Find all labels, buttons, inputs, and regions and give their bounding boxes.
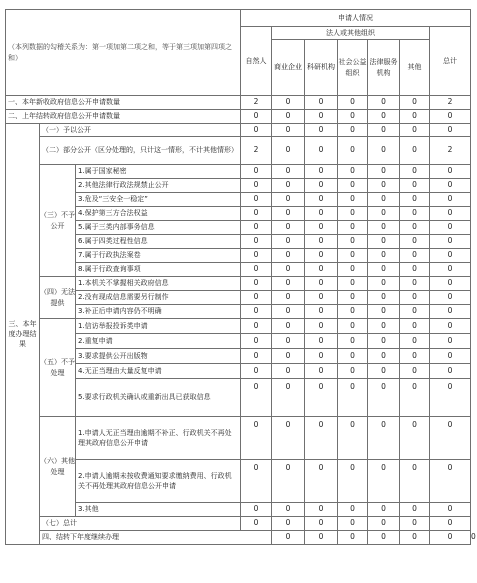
value-cell: 0 <box>241 110 272 124</box>
table-row <box>6 379 471 417</box>
row-label: （二）部分公开（区分处理的，只计这一情形，不计其他情形） <box>40 137 241 165</box>
value-cell: 0 <box>400 379 430 417</box>
row-label: 1.属于国家秘密 <box>76 165 241 179</box>
table-row <box>6 349 471 364</box>
value-cell: 0 <box>368 193 400 207</box>
value-cell: 0 <box>338 364 368 379</box>
row-label: 8.属于行政查询事项 <box>76 263 241 277</box>
value-cell: 0 <box>368 96 400 110</box>
value-cell: 0 <box>305 379 338 417</box>
value-cell: 0 <box>241 235 272 249</box>
value-cell: 0 <box>241 124 272 137</box>
value-cell: 0 <box>400 263 430 277</box>
value-cell: 0 <box>368 263 400 277</box>
value-cell: 0 <box>272 291 305 305</box>
value-cell: 0 <box>430 124 471 137</box>
row-label: 4.无正当理由大量反复申请 <box>76 364 241 379</box>
row-label: 4.保护第三方合法权益 <box>76 207 241 221</box>
value-cell: 0 <box>305 110 338 124</box>
value-cell: 2 <box>430 137 471 165</box>
value-cell: 0 <box>241 334 272 349</box>
value-cell: 0 <box>400 137 430 165</box>
table-row <box>6 179 471 193</box>
value-cell: 0 <box>338 460 368 503</box>
row-label: 二、上年结转政府信息公开申请数量 <box>6 110 241 124</box>
value-cell: 0 <box>338 503 368 517</box>
group-label: （三）不予公开 <box>40 165 76 277</box>
value-cell: 0 <box>400 364 430 379</box>
value-cell: 2 <box>430 96 471 110</box>
value-cell: 0 <box>305 460 338 503</box>
value-cell: 0 <box>430 207 471 221</box>
value-cell: 0 <box>338 179 368 193</box>
value-cell: 0 <box>241 503 272 517</box>
row-label: 3.危及“三安全一稳定” <box>76 193 241 207</box>
value-cell: 0 <box>241 349 272 364</box>
table-row <box>6 235 471 249</box>
value-cell: 0 <box>430 263 471 277</box>
value-cell: 0 <box>400 349 430 364</box>
value-cell: 0 <box>272 503 305 517</box>
row-label: 7.属于行政执法案卷 <box>76 249 241 263</box>
value-cell: 0 <box>368 165 400 179</box>
value-cell: 0 <box>400 221 430 235</box>
value-cell: 0 <box>400 96 430 110</box>
table-row <box>6 291 471 305</box>
table-row <box>6 334 471 349</box>
value-cell: 0 <box>241 291 272 305</box>
value-cell: 0 <box>272 517 305 531</box>
table-row <box>6 517 471 531</box>
value-cell: 0 <box>430 349 471 364</box>
value-cell: 0 <box>305 334 338 349</box>
table-note: （本列数据的勾稽关系为：第一项加第二项之和，等于第三项加第四项之和） <box>6 10 241 96</box>
table-row <box>6 165 471 179</box>
table-row <box>6 110 471 124</box>
value-cell: 0 <box>272 460 305 503</box>
value-cell: 0 <box>338 334 368 349</box>
value-cell: 0 <box>241 249 272 263</box>
value-cell: 0 <box>272 249 305 263</box>
value-cell: 0 <box>400 531 430 545</box>
value-cell: 0 <box>305 249 338 263</box>
value-cell: 0 <box>368 334 400 349</box>
value-cell: 0 <box>368 137 400 165</box>
value-cell: 0 <box>430 249 471 263</box>
value-cell: 0 <box>400 179 430 193</box>
value-cell: 0 <box>368 305 400 319</box>
value-cell: 0 <box>368 110 400 124</box>
value-cell: 0 <box>368 503 400 517</box>
value-cell: 0 <box>305 124 338 137</box>
value-cell: 0 <box>305 235 338 249</box>
value-cell: 0 <box>400 503 430 517</box>
value-cell: 0 <box>368 319 400 334</box>
value-cell: 0 <box>272 165 305 179</box>
value-cell: 0 <box>368 349 400 364</box>
value-cell: 0 <box>430 531 471 545</box>
table-row <box>6 207 471 221</box>
value-cell: 0 <box>272 349 305 364</box>
value-cell: 0 <box>272 417 305 460</box>
table-row <box>6 364 471 379</box>
value-cell: 2 <box>241 137 272 165</box>
value-cell: 0 <box>241 165 272 179</box>
value-cell: 0 <box>400 207 430 221</box>
social-welfare-header: 社会公益组织 <box>338 40 368 96</box>
value-cell: 0 <box>241 221 272 235</box>
applicant-header: 申请人情况 <box>241 10 471 27</box>
value-cell: 0 <box>430 517 471 531</box>
row-label: 2.申请人逾期未按收费通知要求缴纳费用、行政机关不再处理其政府信息公开申请 <box>76 460 241 503</box>
table-row <box>6 503 471 517</box>
value-cell: 0 <box>430 165 471 179</box>
value-cell: 0 <box>305 517 338 531</box>
value-cell: 0 <box>272 305 305 319</box>
value-cell: 0 <box>368 291 400 305</box>
value-cell: 0 <box>338 110 368 124</box>
value-cell: 0 <box>305 207 338 221</box>
value-cell: 0 <box>305 291 338 305</box>
value-cell: 0 <box>400 417 430 460</box>
value-cell: 0 <box>400 319 430 334</box>
row-label: 一、本年新收政府信息公开申请数量 <box>6 96 241 110</box>
value-cell: 0 <box>400 305 430 319</box>
business-header: 商业企业 <box>272 40 305 96</box>
group-label: （五）不予处理 <box>40 319 76 417</box>
value-cell: 0 <box>368 221 400 235</box>
value-cell: 0 <box>400 110 430 124</box>
value-cell: 0 <box>430 305 471 319</box>
value-cell: 0 <box>338 165 368 179</box>
value-cell: 0 <box>305 503 338 517</box>
row-label: 1.信访举报投诉类申请 <box>76 319 241 334</box>
value-cell: 0 <box>430 417 471 460</box>
value-cell: 0 <box>241 364 272 379</box>
value-cell: 0 <box>272 334 305 349</box>
value-cell: 0 <box>272 379 305 417</box>
value-cell: 0 <box>430 277 471 291</box>
value-cell: 0 <box>338 137 368 165</box>
row-label: （一）予以公开 <box>40 124 241 137</box>
section-3-label: 三、本年度办理结果 <box>6 124 40 545</box>
value-cell: 0 <box>305 165 338 179</box>
value-cell: 0 <box>241 517 272 531</box>
value-cell: 0 <box>400 165 430 179</box>
total-header: 总计 <box>430 27 471 96</box>
value-cell: 0 <box>272 277 305 291</box>
value-cell: 0 <box>272 137 305 165</box>
research-header: 科研机构 <box>305 40 338 96</box>
value-cell: 0 <box>241 417 272 460</box>
value-cell: 0 <box>368 277 400 291</box>
value-cell: 0 <box>338 193 368 207</box>
value-cell: 0 <box>338 207 368 221</box>
value-cell: 0 <box>241 263 272 277</box>
row-label: （七）总计 <box>40 517 241 531</box>
value-cell: 0 <box>338 263 368 277</box>
row-label: 3.要求提供公开出版物 <box>76 349 241 364</box>
table-row <box>6 137 471 165</box>
value-cell: 0 <box>241 277 272 291</box>
value-cell: 2 <box>241 96 272 110</box>
value-cell: 0 <box>241 305 272 319</box>
value-cell: 0 <box>400 517 430 531</box>
value-cell: 0 <box>430 364 471 379</box>
row-label: 3.其他 <box>76 503 241 517</box>
table-row <box>6 124 471 137</box>
value-cell: 0 <box>368 124 400 137</box>
value-cell: 0 <box>272 96 305 110</box>
table-row <box>6 221 471 235</box>
row-label: 1.本机关不掌握相关政府信息 <box>76 277 241 291</box>
value-cell: 0 <box>368 517 400 531</box>
value-cell: 0 <box>338 235 368 249</box>
row-label: 1.申请人无正当理由逾期不补正、行政机关不再处理其政府信息公开申请 <box>76 417 241 460</box>
row-label: 3.补正后申请内容仍不明确 <box>76 305 241 319</box>
row-label: 2.没有现成信息需要另行制作 <box>76 291 241 305</box>
table-row <box>6 193 471 207</box>
table-row <box>6 305 471 319</box>
group-label: （六）其他处理 <box>40 417 76 517</box>
table-row <box>6 277 471 291</box>
value-cell: 0 <box>241 379 272 417</box>
value-cell: 0 <box>430 460 471 503</box>
value-cell: 0 <box>272 207 305 221</box>
table-row <box>6 263 471 277</box>
value-cell: 0 <box>272 319 305 334</box>
value-cell: 0 <box>305 193 338 207</box>
row-label: 6.属于四类过程性信息 <box>76 235 241 249</box>
value-cell: 0 <box>272 110 305 124</box>
value-cell: 0 <box>368 249 400 263</box>
value-cell: 0 <box>241 460 272 503</box>
value-cell: 0 <box>400 291 430 305</box>
value-cell: 0 <box>305 364 338 379</box>
value-cell: 0 <box>368 417 400 460</box>
value-cell: 0 <box>305 349 338 364</box>
value-cell: 0 <box>338 379 368 417</box>
value-cell: 0 <box>368 460 400 503</box>
value-cell: 0 <box>430 110 471 124</box>
value-cell: 0 <box>430 235 471 249</box>
value-cell: 0 <box>338 305 368 319</box>
value-cell: 0 <box>400 277 430 291</box>
group-label: （四）无法提供 <box>40 277 76 319</box>
value-cell: 0 <box>368 179 400 193</box>
value-cell: 0 <box>430 179 471 193</box>
row-label: 四、结转下年度继续办理 <box>40 531 272 545</box>
value-cell: 0 <box>368 379 400 417</box>
value-cell: 0 <box>400 249 430 263</box>
value-cell: 0 <box>272 531 305 545</box>
value-cell: 0 <box>305 179 338 193</box>
value-cell: 0 <box>305 277 338 291</box>
value-cell: 0 <box>430 319 471 334</box>
value-cell: 0 <box>338 221 368 235</box>
row-label: 2.重复申请 <box>76 334 241 349</box>
value-cell: 0 <box>305 531 338 545</box>
value-cell: 0 <box>430 503 471 517</box>
value-cell: 0 <box>368 531 400 545</box>
value-cell: 0 <box>305 137 338 165</box>
value-cell: 0 <box>241 319 272 334</box>
value-cell: 0 <box>272 364 305 379</box>
table-row: 四、结转下年度继续办理 0 0 0 0 0 0 0 <box>6 531 471 545</box>
value-cell: 0 <box>272 221 305 235</box>
value-cell: 0 <box>305 221 338 235</box>
value-cell: 0 <box>368 364 400 379</box>
value-cell: 0 <box>305 319 338 334</box>
value-cell: 0 <box>272 179 305 193</box>
value-cell: 0 <box>241 179 272 193</box>
value-cell: 0 <box>338 319 368 334</box>
table-row <box>6 319 471 334</box>
value-cell: 0 <box>430 193 471 207</box>
value-cell: 0 <box>272 263 305 277</box>
value-cell: 0 <box>430 291 471 305</box>
value-cell: 0 <box>272 193 305 207</box>
value-cell: 0 <box>338 249 368 263</box>
value-cell: 0 <box>338 349 368 364</box>
disclosure-statistics-table <box>5 9 476 545</box>
value-cell: 0 <box>400 124 430 137</box>
row-label: 5.属于三类内部事务信息 <box>76 221 241 235</box>
value-cell: 0 <box>400 334 430 349</box>
table-row <box>6 96 471 110</box>
value-cell: 0 <box>338 277 368 291</box>
value-cell: 0 <box>338 291 368 305</box>
table-row <box>6 249 471 263</box>
legal-org-header: 法人或其他组织 <box>272 27 430 40</box>
value-cell: 0 <box>430 379 471 417</box>
value-cell: 0 <box>305 305 338 319</box>
value-cell: 0 <box>400 235 430 249</box>
value-cell: 0 <box>338 517 368 531</box>
value-cell: 0 <box>305 417 338 460</box>
value-cell: 0 <box>368 235 400 249</box>
table-row <box>6 460 471 503</box>
value-cell: 0 <box>338 96 368 110</box>
row-label: 2.其他法律行政法规禁止公开 <box>76 179 241 193</box>
value-cell: 0 <box>272 235 305 249</box>
value-cell: 0 <box>338 417 368 460</box>
value-cell: 0 <box>430 334 471 349</box>
value-cell: 0 <box>241 193 272 207</box>
value-cell: 0 <box>400 460 430 503</box>
row-label: 5.要求行政机关确认或重新出具已获取信息 <box>76 379 241 417</box>
value-cell: 0 <box>430 221 471 235</box>
other-header: 其他 <box>400 40 430 96</box>
value-cell: 0 <box>338 531 368 545</box>
value-cell: 0 <box>368 207 400 221</box>
value-cell: 0 <box>241 207 272 221</box>
value-cell: 0 <box>338 124 368 137</box>
value-cell: 0 <box>305 263 338 277</box>
natural-person-header: 自然人 <box>241 27 272 96</box>
value-cell: 0 <box>305 96 338 110</box>
table-row <box>6 417 471 460</box>
legal-service-header: 法律服务机构 <box>368 40 400 96</box>
value-cell: 0 <box>272 124 305 137</box>
value-cell: 0 <box>400 193 430 207</box>
